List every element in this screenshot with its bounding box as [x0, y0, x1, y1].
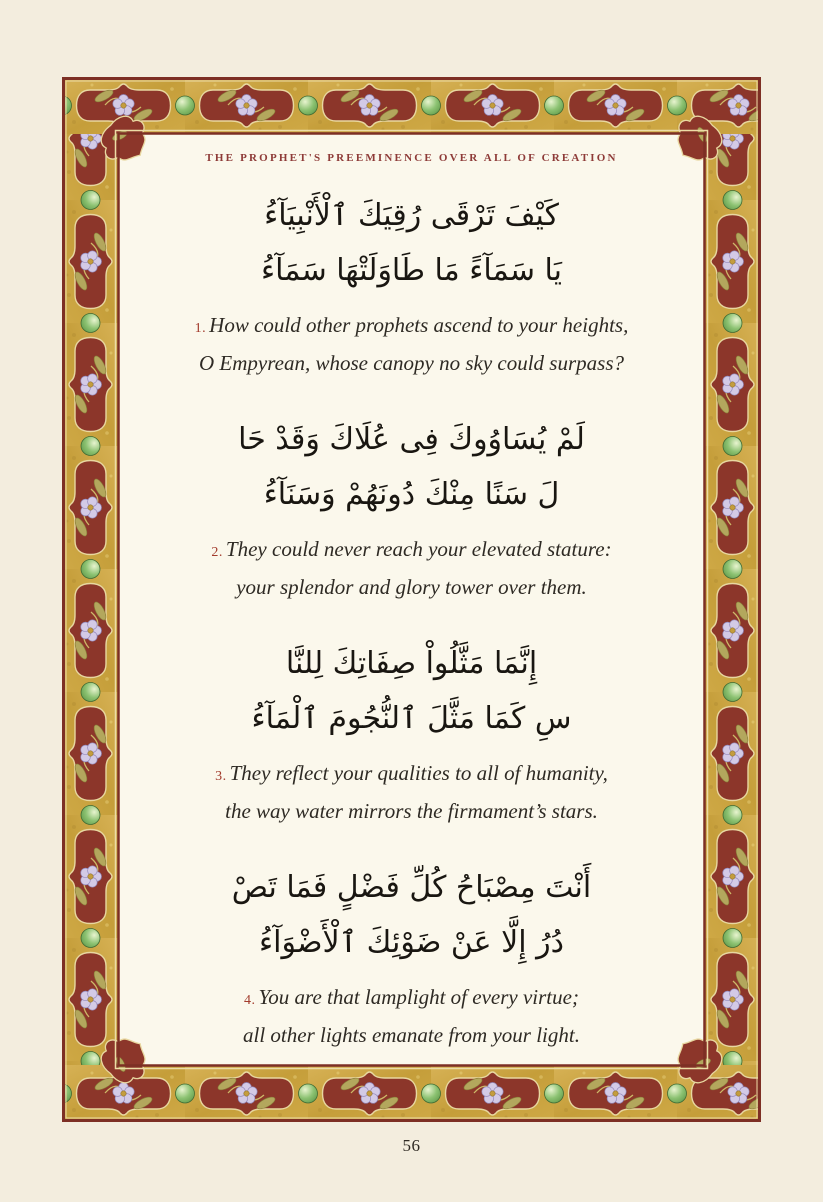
- verse-number: 1.: [194, 321, 207, 336]
- verse-group-2: [119, 412, 704, 605]
- page-content: [119, 134, 704, 1065]
- english-line: 2. They could never reach your elevated stature:: [211, 537, 612, 561]
- english-line: your splendor and glory tower over them.: [236, 575, 587, 599]
- verse-group-4: [119, 860, 704, 1053]
- verse-number: 3.: [215, 769, 227, 784]
- verse-number: 2.: [211, 545, 223, 560]
- verse-group-3: [119, 636, 704, 829]
- english-translation: [119, 532, 704, 605]
- arabic-line: إِنَّمَا مَثَّلُواْ صِفَاتِكَ لِلنَّا: [285, 646, 538, 681]
- verse-number: 4.: [244, 993, 256, 1008]
- arabic-line: لَ سَنًا مِنْكَ دُونَهُمْ وَسَنَآءُ: [263, 477, 560, 512]
- arabic-line: دُرُ إِلَّا عَنْ ضَوْئِكَ ٱلْأَضْوَآءُ: [259, 925, 564, 960]
- arabic-line: أَنْتَ مِصْبَاحُ كُلِّ فَضْلٍ فَمَا تَصْ: [231, 870, 592, 905]
- arabic-couplet: [119, 412, 704, 522]
- english-translation: [119, 756, 704, 829]
- english-line: 1. How could other prophets ascend to your heights,: [194, 313, 629, 337]
- english-line: 3. They reflect your qualities to all of humanity,: [215, 761, 608, 785]
- english-line: the way water mirrors the firmament’s stars.: [225, 799, 598, 823]
- arabic-line: كَيْفَ تَرْقَى رُقِيَكَ ٱلْأَنْبِيَآءُ: [264, 198, 559, 233]
- english-line: O Empyrean, whose canopy no sky could surpass?: [199, 351, 624, 375]
- arabic-line: سِ كَمَا مَثَّلَ ٱلنُّجُومَ ٱلْمَآءُ: [251, 701, 572, 736]
- running-header: THE PROPHET'S PREEMINENCE OVER ALL OF CREATION: [205, 152, 618, 164]
- verse-group-1: [119, 188, 704, 381]
- arabic-couplet: [119, 860, 704, 970]
- arabic-line: لَمْ يُسَاوُوكَ فِى عُلَاكَ وَقَدْ حَا: [238, 422, 585, 457]
- arabic-couplet: [119, 188, 704, 298]
- english-line: all other lights emanate from your light.: [243, 1023, 580, 1047]
- english-translation: [119, 308, 704, 381]
- page-number: 56: [402, 1136, 421, 1155]
- arabic-couplet: [119, 636, 704, 746]
- arabic-line: يَا سَمَآءً مَا طَاوَلَتْهَا سَمَآءُ: [261, 253, 562, 288]
- english-line: 4. You are that lamplight of every virtue;: [244, 985, 579, 1009]
- english-translation: [119, 980, 704, 1053]
